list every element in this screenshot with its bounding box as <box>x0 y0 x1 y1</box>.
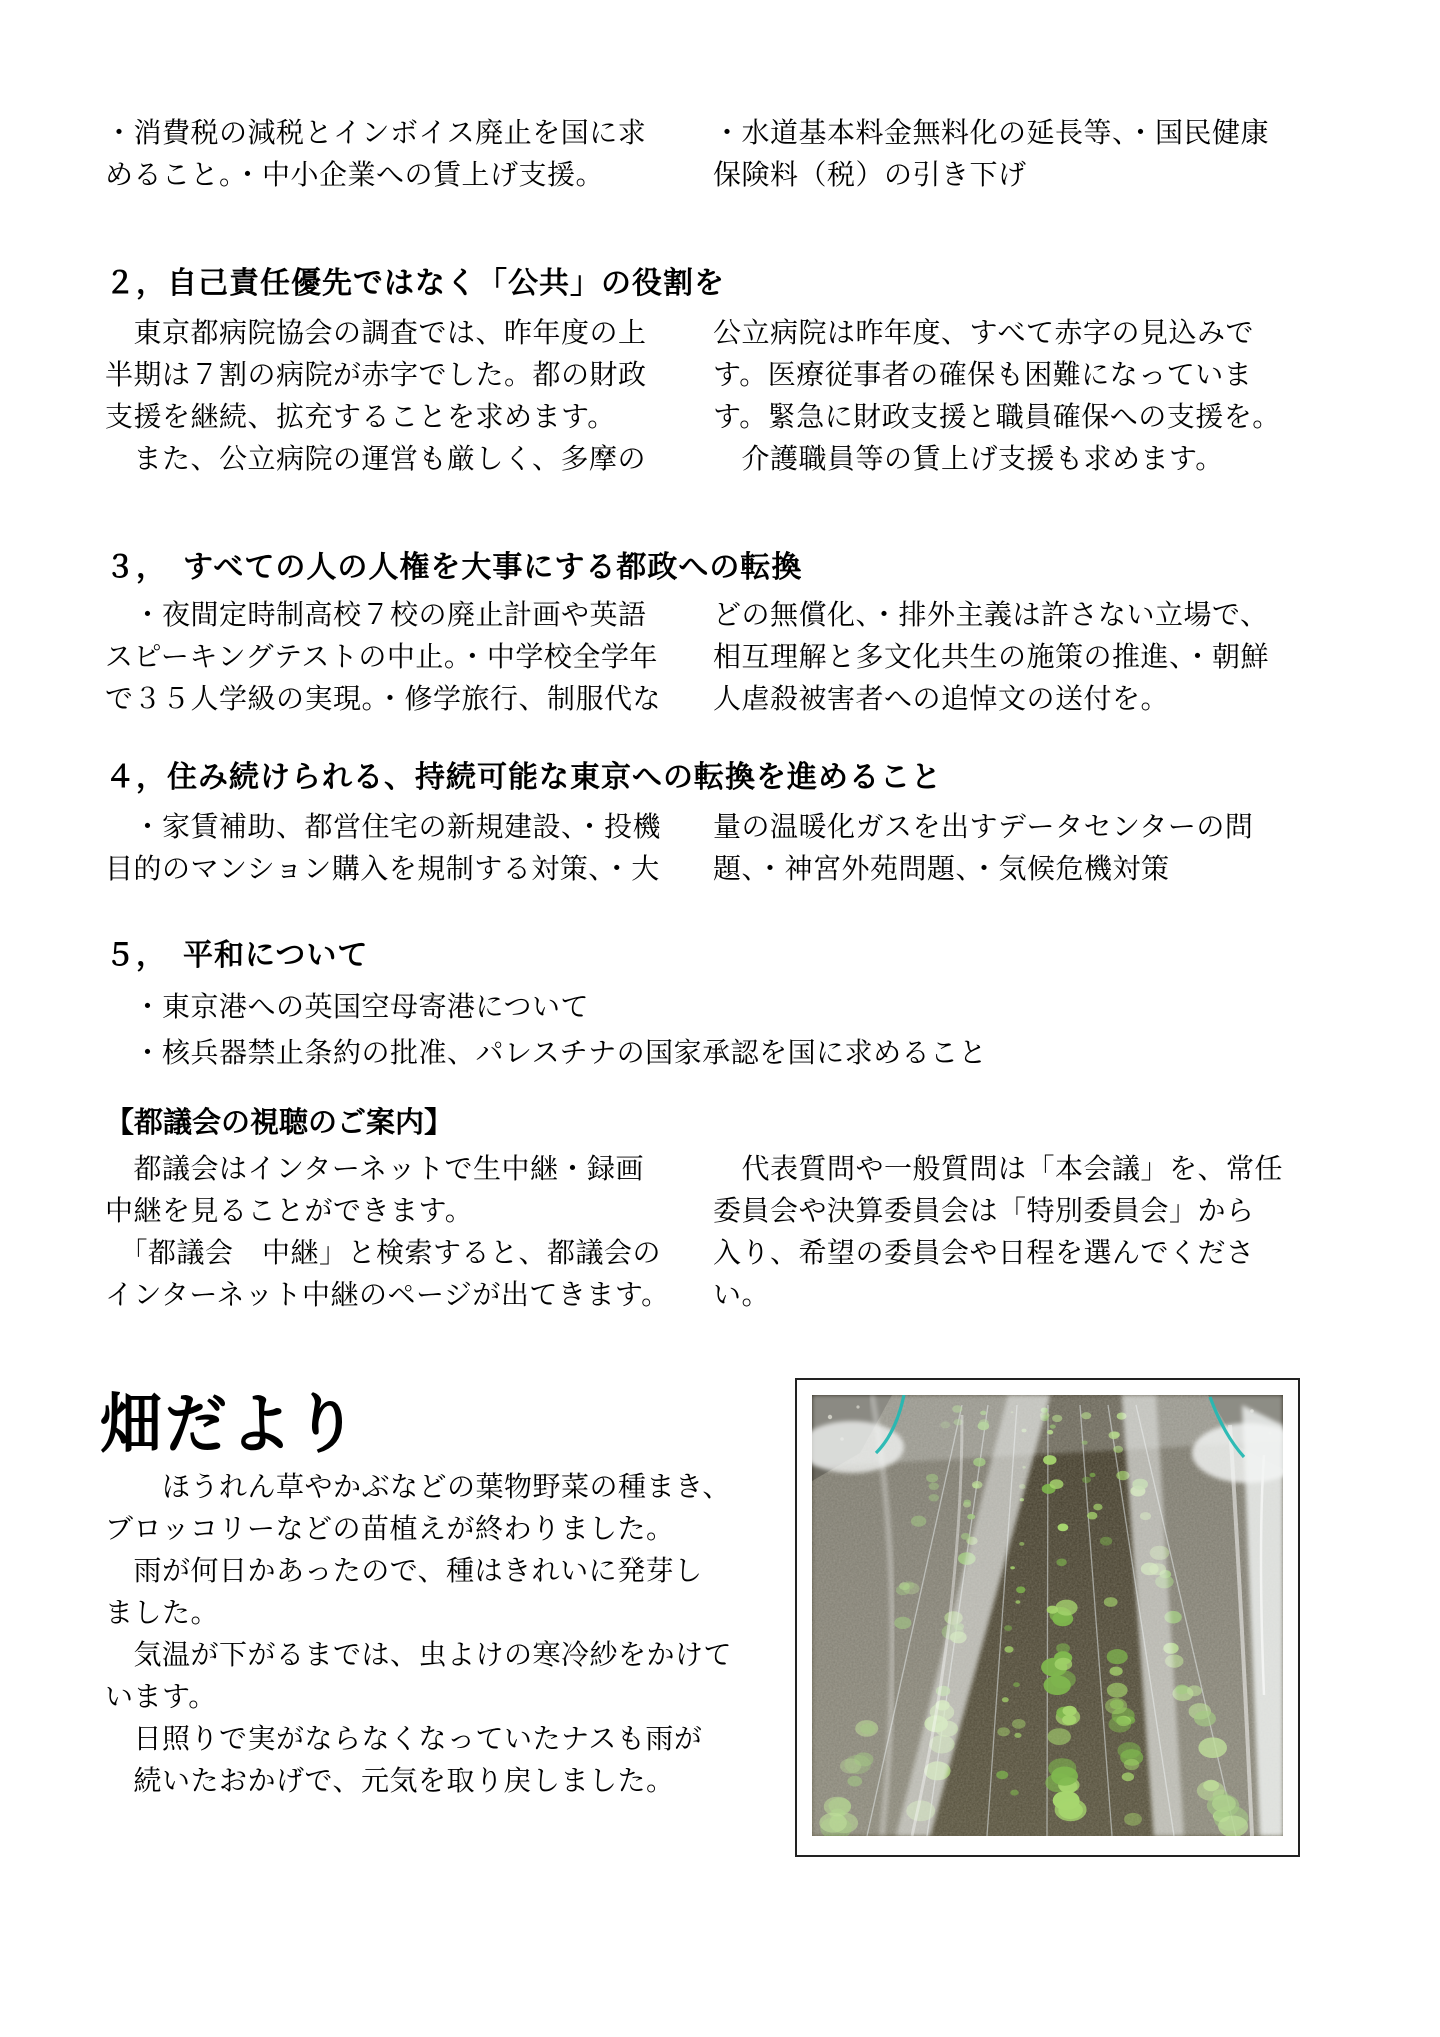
viewing-guide-body <box>105 1148 1363 1316</box>
covered-seedbed-photo-graphic <box>812 1395 1283 1836</box>
text-line: 量の温暖化ガスを出すデータセンターの問 <box>713 811 1254 842</box>
section-4-heading: ４，住み続けられる、持続可能な東京への転換を進めること <box>105 761 942 794</box>
text-line: 東京都病院協会の調査では、昨年度の上 <box>105 317 647 348</box>
text-line: 委員会や決算委員会は「特別委員会」から <box>713 1195 1255 1226</box>
text-line: 代表質問や一般質問は「本会議」を、常任 <box>713 1153 1284 1184</box>
section-3-body <box>105 594 1363 720</box>
text-line: 相互理解と多文化共生の施策の推進、・朝鮮 <box>713 641 1270 672</box>
text-line: 人虐殺被害者への追悼文の送付を。 <box>713 683 1170 714</box>
text-line: 公立病院は昨年度、すべて赤字の見込みで <box>713 317 1254 348</box>
text-line: す。医療従事者の確保も困難になっていま <box>713 359 1253 390</box>
section-4-right-column <box>713 806 1363 890</box>
text-line: います。 <box>105 1681 217 1712</box>
section-3-right-column <box>713 594 1363 720</box>
text-line: ブロッコリーなどの苗植えが終わりました。 <box>105 1513 675 1544</box>
field-photo <box>795 1378 1300 1857</box>
text-line: で３５人学級の実現。・修学旅行、制服代な <box>105 683 662 714</box>
text-line: めること。・中小企業への賃上げ支援。 <box>105 159 605 190</box>
text-line: ・家賃補助、都営住宅の新規建設、・投機 <box>105 811 662 842</box>
section-4-left-column <box>105 806 685 890</box>
section-5-bullets <box>105 984 987 1076</box>
text-line: また、公立病院の運営も厳しく、多摩の <box>105 443 646 474</box>
text-line: す。緊急に財政支援と職員確保への支援を。 <box>713 401 1281 432</box>
top-bullets-left-column <box>105 112 685 196</box>
text-line: ・消費税の減税とインボイス廃止を国に求 <box>105 117 647 148</box>
section-2-left-column <box>105 312 685 480</box>
text-line: い。 <box>713 1279 771 1310</box>
text-line: ・夜間定時制高校７校の廃止計画や英語 <box>105 599 647 630</box>
text-line: 目的のマンション購入を規制する対策、・大 <box>105 853 660 884</box>
text-line: 支援を継続、拡充することを求めます。 <box>105 401 616 432</box>
text-line: 題、・神宮外苑問題、・気候危機対策 <box>713 853 1170 884</box>
section-3-heading: ３， すべての人の人権を大事にする都政への転換 <box>105 551 803 584</box>
text-line: 気温が下がるまでは、虫よけの寒冷紗をかけて <box>105 1639 733 1670</box>
text-line: 日照りで実がならなくなっていたナスも雨が <box>105 1723 703 1754</box>
text-line: インターネット中継のページが出てきます。 <box>105 1279 670 1310</box>
text-line: スピーキングテストの中止。・中学校全学年 <box>105 641 658 672</box>
text-line: 保険料（税）の引き下げ <box>713 159 1027 190</box>
text-line: 半期は７割の病院が赤字でした。都の財政 <box>105 359 647 390</box>
viewing-guide-right-column <box>713 1148 1363 1316</box>
text-line: 都議会はインターネットで生中継・録画 <box>105 1153 644 1184</box>
peace-bullet: ・核兵器禁止条約の批准、パレスチナの国家承認を国に求めること <box>105 1037 988 1068</box>
text-line: 入り、希望の委員会や日程を選んでくださ <box>713 1237 1255 1268</box>
field-report-title: 畑だより <box>100 1388 361 1462</box>
top-bullets <box>105 112 1363 196</box>
section-2-heading: ２，自己責任優先ではなく「公共」の役割を <box>105 267 725 300</box>
text-line: ました。 <box>105 1597 220 1628</box>
text-line: ・水道基本料金無料化の延長等、・国民健康 <box>713 117 1270 148</box>
text-line: 「都議会 中継」と検索すると、都議会の <box>105 1237 662 1268</box>
text-line: 中継を見ることができます。 <box>105 1195 474 1226</box>
text-line: どの無償化、・排外主義は許さない立場で、 <box>713 599 1269 630</box>
section-3-left-column <box>105 594 685 720</box>
field-report-body <box>105 1466 805 1802</box>
top-bullets-right-column <box>713 112 1363 196</box>
text-line: 雨が何日かあったので、種はきれいに発芽し <box>105 1555 703 1586</box>
peace-bullet: ・東京港への英国空母寄港について <box>105 991 589 1022</box>
text-line: 介護職員等の賃上げ支援も求めます。 <box>713 443 1224 474</box>
section-2-body <box>105 312 1363 480</box>
text-line: 続いたおかげで、元気を取り戻しました。 <box>105 1765 675 1796</box>
section-2-right-column <box>713 312 1363 480</box>
viewing-guide-left-column <box>105 1148 685 1316</box>
viewing-guide-title: 【都議会の視聴のご案内】 <box>105 1107 454 1139</box>
section-4-body <box>105 806 1363 890</box>
section-5-heading: ５， 平和について <box>105 939 369 972</box>
text-line: ほうれん草やかぶなどの葉物野菜の種まき、 <box>105 1471 731 1502</box>
